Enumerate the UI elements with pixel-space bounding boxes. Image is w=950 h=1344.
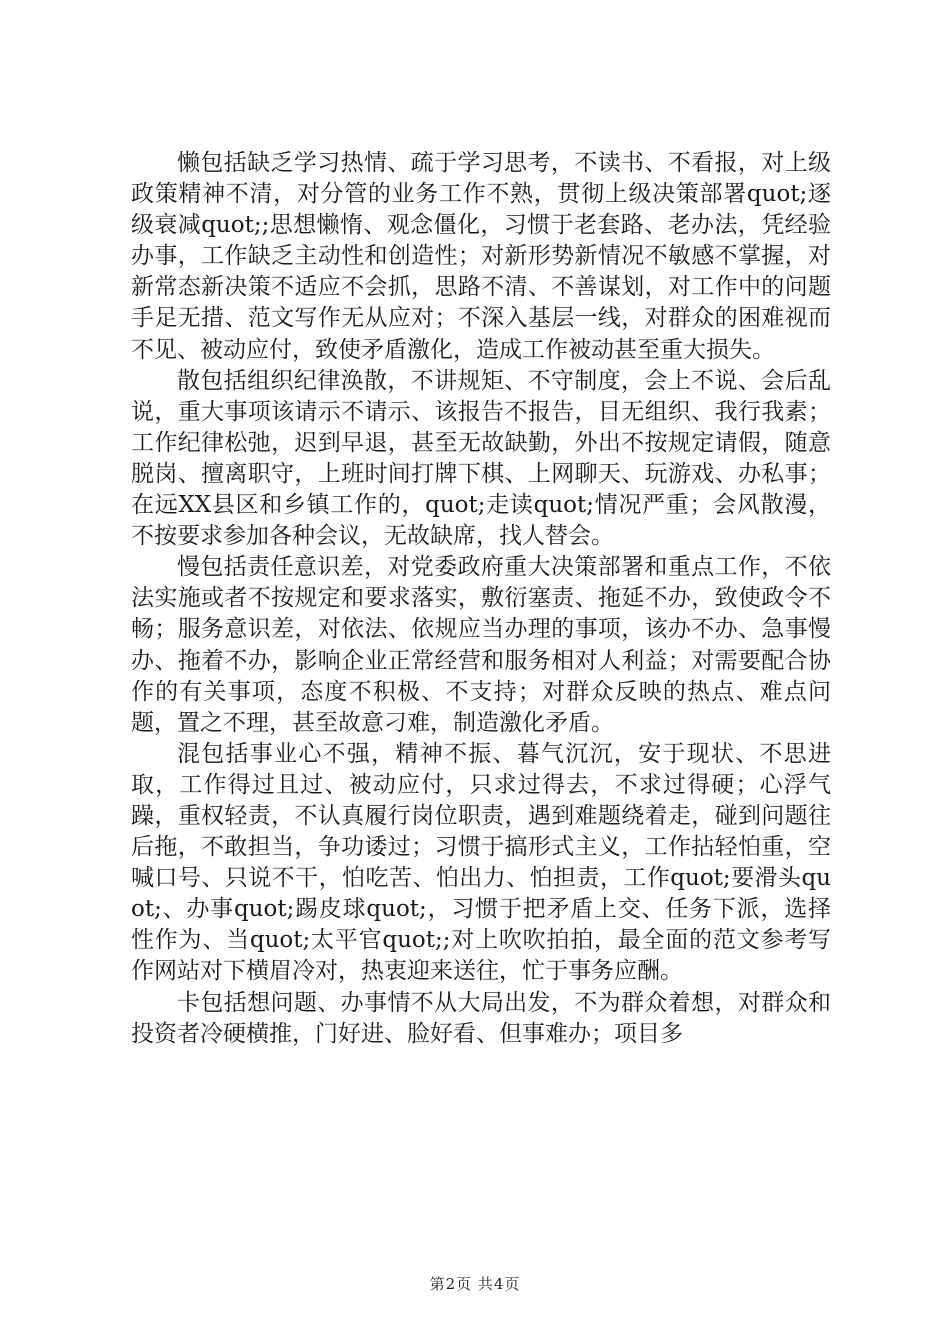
paragraph-ka: 卡包括想问题、办事情不从大局出发，不为群众着想，对群众和投资者冷硬横推，门好进、脸好看、但事难办；项目多: [131, 989, 831, 1047]
paragraph-hun: 混包括事业心不强，精神不振、暮气沉沉，安于现状、不思进取，工作得过且过、被动应付，只求过得去，不求过得硬；心浮气躁，重权轻责，不认真履行岗位职责，遇到难题绕着走，碰到问题往后拖，不敢担当，争功诿过；习惯于搞形式主义，工作拈轻怕重，空喊口号、只说不干，怕吃苦、怕出力、怕担责，工作quot;要滑头quot;、办事quot;踢皮球quot;，习惯于把矛盾上交、任务下派，选择性作为、当quot;太平官quot;;对上吹吹拍拍，最全面的范文参考写作网站对下横眉冷对，热衷迎来送往，忙于事务应酬。: [131, 740, 831, 985]
paragraph-man: 慢包括责任意识差，对党委政府重大决策部署和重点工作，不依法实施或者不按规定和要求落实，敷衍塞责、拖延不办，致使政令不畅；服务意识差，对依法、依规应当办理的事项，该办不办、急事慢办、拖着不办，影响企业正常经营和服务相对人利益；对需要配合协作的有关事项，态度不积极、不支持；对群众反映的热点、难点问题，置之不理，甚至故意刁难，制造激化矛盾。: [131, 554, 831, 736]
paragraph-lan: 懒包括缺乏学习热情、疏于学习思考，不读书、不看报，对上级政策精神不清，对分管的业务工作不熟，贯彻上级决策部署quot;逐级衰减quot;;思想懒惰、观念僵化，习惯于老套路、老办法，凭经验办事，工作缺乏主动性和创造性；对新形势新情况不敏感不掌握，对新常态新决策不适应不会抓，思路不清、不善谋划，对工作中的问题手足无措、范文写作无从应对；不深入基层一线，对群众的困难视而不见、被动应付，致使矛盾激化，造成工作被动甚至重大损失。: [131, 150, 831, 363]
page-footer: 第2页 共4页: [429, 1275, 521, 1293]
paragraph-san: 散包括组织纪律涣散，不讲规矩、不守制度，会上不说、会后乱说，重大事项该请示不请示、该报告不报告，目无组织、我行我素；工作纪律松弛，迟到早退，甚至无故缺勤，外出不按规定请假，随意脱岗、擅离职守，上班时间打牌下棋、上网聊天、玩游戏、办私事；在远XX县区和乡镇工作的，quot;走读quot;情况严重；会风散漫，不按要求参加各种会议，无故缺席，找人替会。: [131, 367, 831, 550]
document-body: [131, 148, 831, 1050]
